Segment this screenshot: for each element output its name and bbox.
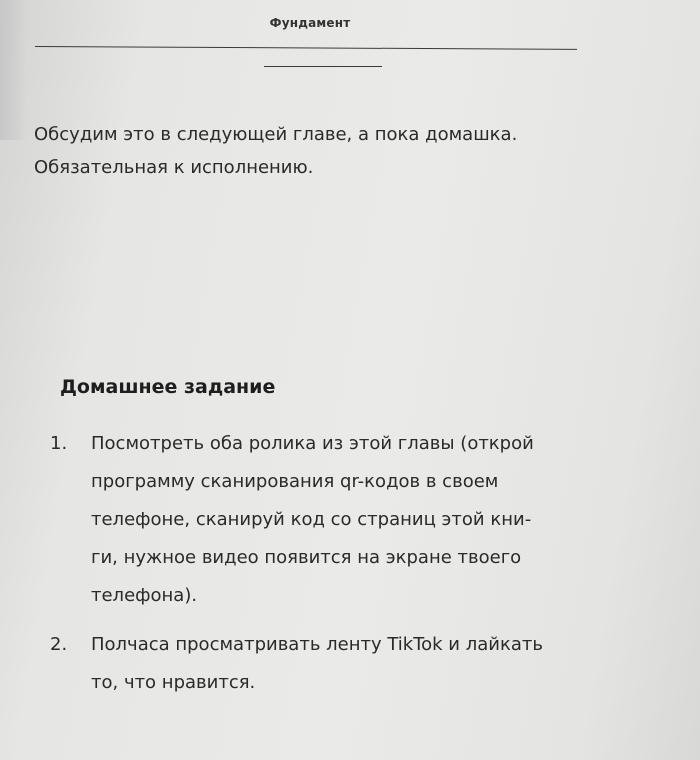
homework-heading: Домашнее задание [60,376,276,398]
item-number: 2. [50,634,68,655]
intro-line: Обязательная к исполнению. [34,157,314,178]
item-text-line: телефона). [91,585,198,606]
homework-list [50,425,610,702]
item-text-line: программу сканирования qr-кодов в своем [91,471,499,492]
intro-line: Обсудим это в следующей главе, а пока домашка. [34,124,518,145]
item-text-line: Посмотреть оба ролика из этой главы (открой [91,433,534,454]
header-short-rule [264,66,382,67]
item-text-line: ги, нужное видео появится на экране твоего [91,547,522,568]
item-number: 1. [50,433,68,454]
homework-item-1 [50,425,610,615]
intro-paragraph [34,118,594,184]
item-text-line: телефоне, сканируй код со страниц этой кни- [91,509,532,530]
item-text-line: то, что нравится. [91,672,256,693]
running-title: Фундамент [269,16,351,30]
homework-item-2 [50,626,610,702]
item-text-line: Полчаса просматривать ленту TikTok и лайкать [91,634,543,655]
header-rule [35,46,577,50]
